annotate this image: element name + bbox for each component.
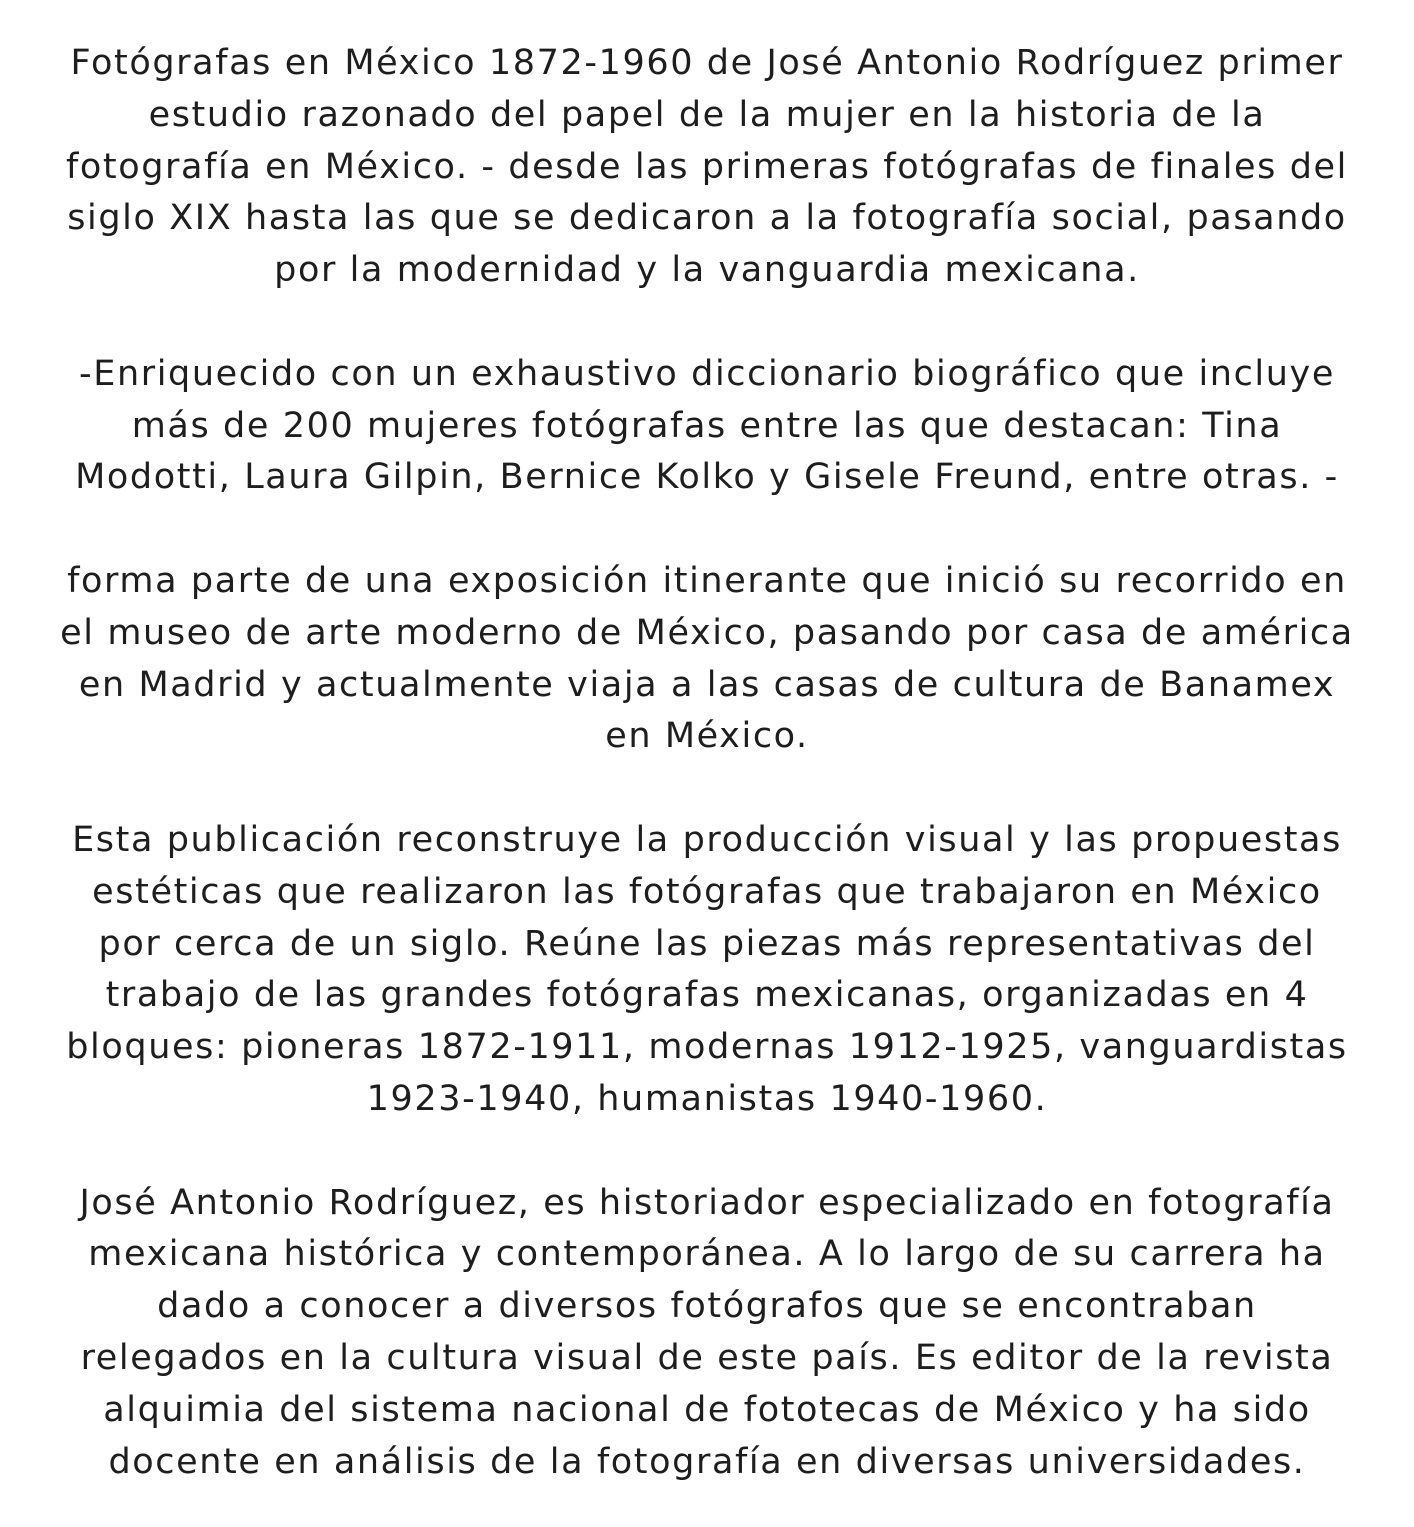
paragraph-spacer [60,297,1354,349]
paragraph-exhibition: forma parte de una exposición itinerante que inició su recorrido en el museo de arte moderno de México, pasando por casa de américa en Madrid y actualmente viaja a las casas de cultura de Banamex en México. [60,560,1367,757]
paragraph-spacer [60,504,1354,556]
paragraph-publication: Esta publicación reconstruye la producción visual y las propuestas estéticas que realizaron las fotógrafas que trabajaron en México por cerca de un siglo. Reúne las piezas más representativas del trabajo de las grandes fotógrafas mexicanas, organizadas en 4 bloques: pioneras 1872-1911, modernas 1912-1925, vanguardistas 1923-1940, humanistas 1940-1960. [66,819,1361,1119]
paragraph-author-bio: José Antonio Rodríguez, es historiador especializado en fotografía mexicana histórica y contemporánea. A lo largo de su carrera ha dado a conocer a diversos fotógrafos que se encontraban relegados en la cultura visual de este país. Es editor de la revista alquimia del sistema nacional de fototecas de México y ha sido docente en análisis de la fotografía en diversas universidades. [79,1182,1348,1482]
paragraph-spacer [60,1126,1354,1178]
paragraph-intro: Fotógrafas en México 1872-1960 de José Antonio Rodríguez primer estudio razonado del papel de la mujer en la historia de la fotografía en México. - desde las primeras fotógrafas de finales del siglo XIX hasta las que se dedicaron a la fotografía social, pasando por la modernidad y la vanguardia mexicana. [65,43,1361,291]
paragraph-dictionary: -Enriquecido con un exhaustivo diccionario biográfico que incluye más de 200 mujeres fotógrafas entre las que destacan: Tina Modotti, Laura Gilpin, Bernice Kolko y Gisele Freund, entre otras. - [75,353,1348,498]
paragraph-spacer [60,763,1354,815]
document-body [60,38,1367,1488]
